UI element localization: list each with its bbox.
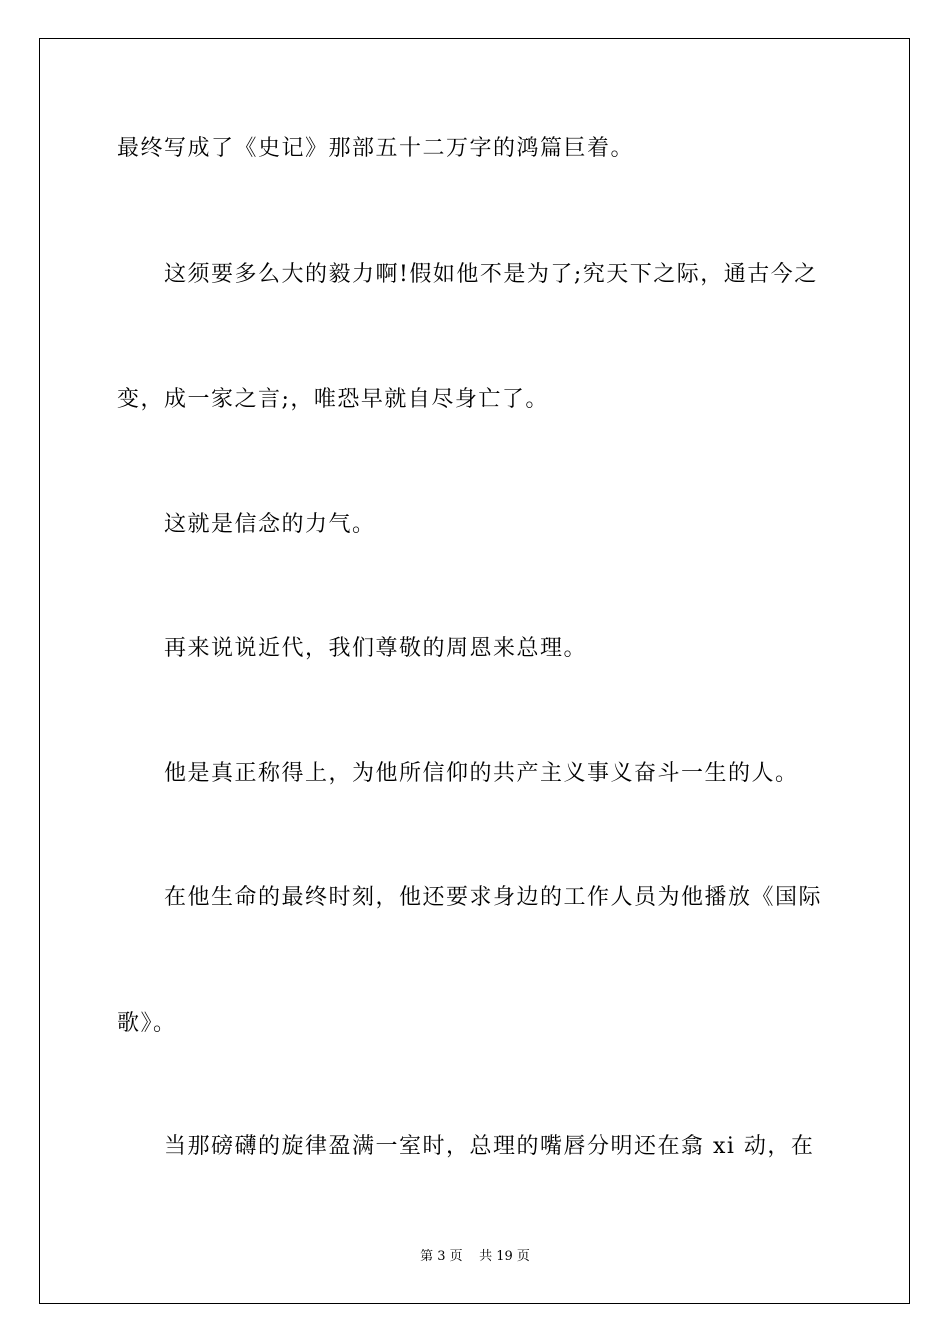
text-line-5: 再来说说近代，我们尊敬的周恩来总理。 — [164, 636, 588, 661]
text-line-6: 他是真正称得上，为他所信仰的共产主义事义奋斗一生的人。 — [164, 761, 799, 786]
page-border — [39, 38, 910, 1304]
text-line-2: 这须要多么大的毅力啊!假如他不是为了;究天下之际，通古今之 — [164, 262, 818, 287]
text-line-1: 最终写成了《史记》那部五十二万字的鸿篇巨着。 — [117, 136, 635, 161]
page-number-footer: 第 3 页 共 19 页 — [420, 1249, 530, 1264]
text-line-7: 在他生命的最终时刻，他还要求身边的工作人员为他播放《国际 — [164, 885, 823, 910]
text-line-3: 变，成一家之言;，唯恐早就自尽身亡了。 — [117, 387, 549, 412]
text-line-8: 歌》。 — [117, 1011, 177, 1036]
text-line-9: 当那磅礴的旋律盈满一室时，总理的嘴唇分明还在翕 xi 动，在 — [164, 1134, 815, 1159]
text-line-4: 这就是信念的力气。 — [164, 512, 376, 537]
